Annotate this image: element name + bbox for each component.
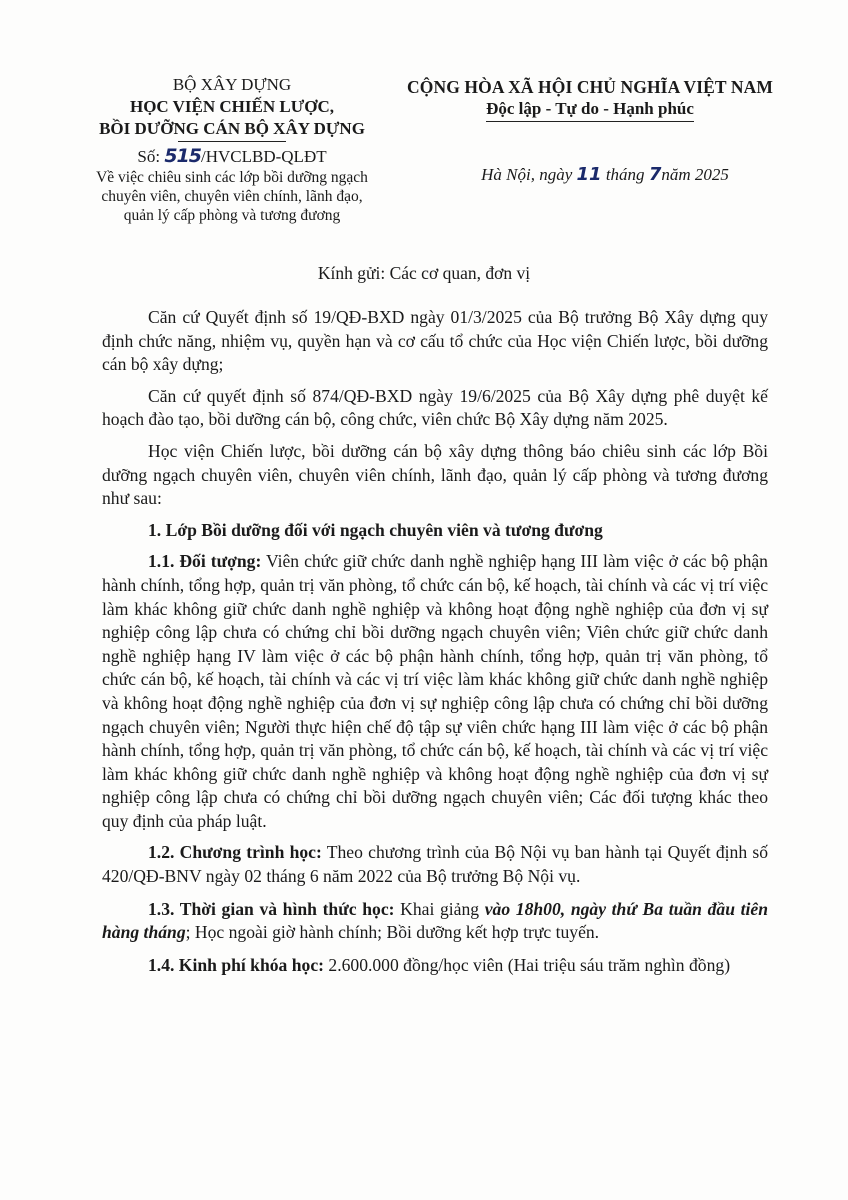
section-1-1-text: Viên chức giữ chức danh nghề nghiệp hạng III làm việc ở các bộ phận hành chính, tổng hợp, quản trị văn phòng, tổ chức cán bộ, kế hoạch, tài chính và các vị trí việc làm khác không giữ chức danh nghề nghiệp và không hoạt động nghề nghiệp của đơn vị sự nghiệp công lập chưa có chứng chỉ bồi dưỡng ngạch chuyên viên; Viên chức giữ chức danh nghề nghiệp hạng IV làm việc ở các bộ phận hành chính, tổng hợp, quản trị văn phòng, tổ chức cán bộ, kế hoạch, tài chính và các vị trí việc làm khác không giữ chức danh nghề nghiệp và không hoạt động nghề nghiệp của đơn vị sự nghiệp công lập chưa có chứng chỉ bồi dưỡng ngạch chuyên viên; Người thực hiện chế độ tập sự viên chức hạng III làm việc ở các bộ phận hành chính, tổng hợp, quản trị văn phòng, tổ chức cán bộ, kế hoạch, tài chính và các vị trí việc làm khác không giữ chức danh nghề nghiệp và không hoạt động nghề nghiệp của đơn vị sự nghiệp công lập chưa có chứng chỉ bồi dưỡng ngạch chuyên viên; Các đối tượng khác theo quy định của pháp luật. — [102, 551, 768, 831]
place-and-date — [385, 164, 795, 186]
section-1-heading: 1. Lớp Bồi dưỡng đối với ngạch chuyên viên và tương đương — [148, 519, 603, 540]
national-motto: Độc lập - Tự do - Hạnh phúc — [486, 98, 694, 122]
recipient-line: Kính gửi: Các cơ quan, đơn vị — [317, 263, 531, 283]
legal-basis-2: Căn cứ quyết định số 874/QĐ-BXD ngày 19/6/2025 của Bộ Xây dựng phê duyệt kế hoạch đào tạo, bồi dưỡng cán bộ, công chức, viên chức Bộ Xây dựng năm 2025. — [102, 385, 768, 430]
section-1-4-label: 1.4. Kinh phí khóa học: — [148, 954, 324, 975]
year-text: năm 2025 — [661, 165, 729, 184]
month-label: tháng — [605, 165, 645, 184]
subject-line-1: Về việc chiêu sinh các lớp bồi dưỡng ngạch — [96, 169, 368, 186]
section-1-1-label: 1.1. Đối tượng: — [148, 551, 262, 572]
place-prefix: Hà Nội, ngày — [481, 165, 573, 184]
section-1-2-label: 1.2. Chương trình học: — [148, 842, 322, 863]
section-1-4-text: 2.600.000 đồng/học viên (Hai triệu sáu trăm nghìn đồng) — [324, 954, 731, 975]
ministry-name: BỘ XÂY DỰNG — [172, 75, 292, 94]
subject-line-2: chuyên viên, chuyên viên chính, lãnh đạo, — [101, 188, 363, 205]
institute-name-line1: HỌC VIỆN CHIẾN LƯỢC, — [129, 97, 335, 116]
header-underline — [178, 141, 286, 142]
legal-basis-1: Căn cứ Quyết định số 19/QĐ-BXD ngày 01/3/2025 của Bộ trưởng Bộ Xây dựng quy định chức năng, nhiệm vụ, quyền hạn và cơ cấu tổ chức của Học viện Chiến lược, bồi dưỡng cán bộ xây dựng; — [102, 307, 768, 375]
subject-line-3: quản lý cấp phòng và tương đương — [123, 207, 341, 224]
doc-number-prefix: Số: — [137, 147, 161, 166]
section-1-3-post: ; Học ngoài giờ hành chính; Bồi dưỡng kết hợp trực tuyến. — [185, 922, 600, 943]
section-1-3-emphasis: vào 18h00, ngày thứ Ba tuần đầu tiên hàng tháng — [102, 898, 769, 943]
announcement-intro: Học viện Chiến lược, bồi dưỡng cán bộ xây dựng thông báo chiêu sinh các lớp Bồi dưỡng ngạch chuyên viên, chuyên viên chính, lãnh đạo, quản lý cấp phòng và tương đương như sau: — [102, 440, 768, 509]
section-1-4-fee — [102, 954, 768, 978]
issuing-agency-block — [82, 74, 382, 225]
section-1-2-text: Theo chương trình của Bộ Nội vụ ban hành tại Quyết định số 420/QĐ-BNV ngày 02 tháng 6 năm 2022 của Bộ trưởng Bộ Nội vụ. — [102, 842, 768, 887]
national-title: CỘNG HÒA XÃ HỘI CHỦ NGHĨA VIỆT NAM — [407, 77, 773, 97]
doc-number-suffix: /HVCLBD-QLĐT — [201, 147, 327, 166]
document-number — [82, 146, 382, 167]
day-handwritten: 11 — [576, 164, 602, 185]
document-body — [102, 306, 768, 985]
section-1-1-target — [102, 550, 768, 833]
doc-number-handwritten: 515 — [164, 145, 201, 167]
month-handwritten: 7 — [648, 164, 662, 185]
section-1-3-schedule — [102, 898, 768, 945]
institute-name-line2: BỒI DƯỠNG CÁN BỘ XÂY DỰNG — [99, 119, 365, 138]
section-1-3-pre: Khai giảng — [394, 898, 485, 919]
section-1-3-label: 1.3. Thời gian và hình thức học: — [148, 898, 395, 919]
national-header-block — [385, 76, 795, 186]
subject-line — [82, 168, 382, 225]
section-1-2-program — [102, 841, 768, 888]
